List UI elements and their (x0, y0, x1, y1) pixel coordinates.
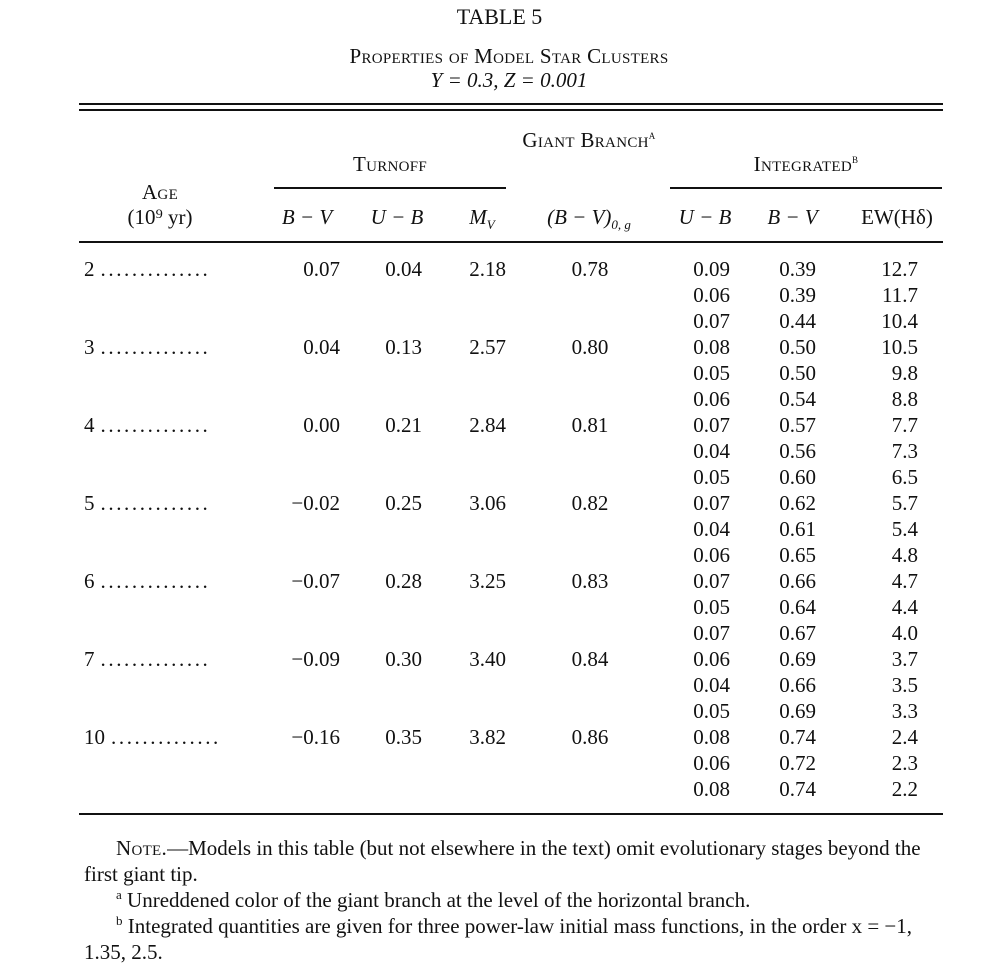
int-ub-cell: 0.04 (693, 517, 730, 541)
giant-bv-cell: 0.82 (571, 491, 609, 515)
int-bv-cell: 0.62 (779, 491, 816, 515)
int-ub-cell: 0.07 (693, 309, 730, 333)
giant-bv-cell: 0.83 (571, 569, 609, 593)
int-ub-cell: 0.07 (693, 569, 730, 593)
int-bv-cell: 0.65 (779, 543, 816, 567)
header-giant-branch: Giant Branch$^a$ (522, 127, 656, 152)
header-rule (79, 241, 943, 243)
int-ew-cell: 12.7 (881, 257, 918, 281)
turnoff-spanner-rule (274, 187, 506, 189)
int-ub-cell: 0.06 (693, 751, 730, 775)
turnoff-ub-cell: 0.04 (385, 257, 422, 281)
int-ub-cell: 0.05 (693, 465, 730, 489)
int-ub-cell: 0.06 (693, 387, 730, 411)
int-bv-cell: 0.44 (779, 309, 816, 333)
int-bv-cell: 0.39 (779, 257, 816, 281)
turnoff-bv-cell: 0.00 (303, 413, 340, 437)
int-ew-cell: 5.4 (891, 517, 918, 541)
leader-dots: .............. (100, 491, 211, 515)
int-ew-cell: 4.7 (891, 569, 918, 593)
table-number: TABLE 5 (456, 4, 543, 29)
turnoff-mv-cell: 3.06 (469, 491, 506, 515)
int-ub-cell: 0.04 (693, 673, 730, 697)
int-bv-cell: 0.60 (779, 465, 816, 489)
int-ub-cell: 0.04 (693, 439, 730, 463)
int-bv-cell: 0.69 (779, 647, 816, 671)
turnoff-bv-cell: 0.04 (303, 335, 340, 359)
footnote-a: $^a$ Unreddened color of the giant branch at the level of the horizontal branch. (116, 887, 751, 912)
age-cell (84, 256, 244, 282)
int-ew-cell: 10.5 (881, 335, 918, 359)
turnoff-bv-cell: 0.07 (303, 257, 340, 281)
int-ew-cell: 2.2 (891, 777, 918, 801)
turnoff-ub-cell: 0.30 (385, 647, 422, 671)
int-bv-cell: 0.39 (779, 283, 816, 307)
int-bv-cell: 0.74 (779, 725, 816, 749)
turnoff-bv-cell: −0.09 (291, 647, 340, 671)
table-note: Note.—Models in this table (but not elsewhere in the text) omit evolutionary stages beyond the first giant tip. (84, 836, 921, 886)
int-ew-cell: 11.7 (882, 283, 918, 307)
age-cell (84, 724, 244, 750)
col-turnoff-ub: U − B (370, 205, 424, 229)
int-ew-cell: 7.3 (891, 439, 918, 463)
int-ub-cell: 0.07 (693, 621, 730, 645)
turnoff-ub-cell: 0.35 (385, 725, 422, 749)
int-bv-cell: 0.50 (779, 335, 816, 359)
turnoff-mv-cell: 3.25 (469, 569, 506, 593)
header-integrated: Integrated$^b$ (753, 151, 859, 176)
int-bv-cell: 0.66 (779, 673, 816, 697)
int-bv-cell: 0.74 (779, 777, 816, 801)
header-age-unit: (10⁹ yr) (127, 205, 193, 229)
int-ub-cell: 0.09 (693, 257, 730, 281)
giant-bv-cell: 0.78 (571, 257, 609, 281)
int-bv-cell: 0.50 (779, 361, 816, 385)
turnoff-ub-cell: 0.21 (385, 413, 422, 437)
age-value: 10 (84, 725, 105, 749)
int-bv-cell: 0.69 (779, 699, 816, 723)
age-cell (84, 568, 244, 594)
col-int-ub: U − B (678, 205, 732, 229)
int-ub-cell: 0.06 (693, 543, 730, 567)
int-ub-cell: 0.05 (693, 361, 730, 385)
leader-dots: .............. (111, 725, 221, 749)
footnote-b: $^b$ Integrated quantities are given for three power-law initial mass functions, in the order x = −1, 1.35, 2.5. (84, 913, 913, 964)
turnoff-mv-cell: 2.84 (469, 413, 506, 437)
turnoff-bv-cell: −0.16 (291, 725, 340, 749)
giant-bv-cell: 0.80 (571, 335, 609, 359)
int-ub-cell: 0.08 (693, 725, 730, 749)
leader-dots: .............. (100, 569, 211, 593)
header-age: Age (141, 180, 179, 204)
age-value: 6 (84, 569, 95, 593)
int-ew-cell: 4.0 (891, 621, 918, 645)
int-ub-cell: 0.08 (693, 335, 730, 359)
leader-dots: .............. (100, 335, 211, 359)
turnoff-ub-cell: 0.13 (385, 335, 422, 359)
int-ew-cell: 4.8 (891, 543, 918, 567)
age-value: 4 (84, 413, 95, 437)
int-ub-cell: 0.06 (693, 647, 730, 671)
col-giant-bv: $(B - V)_{0, g}$ (547, 205, 631, 233)
int-bv-cell: 0.72 (779, 751, 816, 775)
turnoff-bv-cell: −0.07 (291, 569, 340, 593)
int-ew-cell: 8.8 (891, 387, 918, 411)
age-cell (84, 490, 244, 516)
int-bv-cell: 0.67 (779, 621, 816, 645)
table-params: Y = 0.3, Z = 0.001 (430, 68, 588, 92)
leader-dots: .............. (100, 647, 211, 671)
leader-dots: .............. (100, 413, 211, 437)
int-ew-cell: 3.7 (891, 647, 918, 671)
turnoff-ub-cell: 0.25 (385, 491, 422, 515)
table-title: Properties of Model Star Clusters (349, 44, 669, 68)
turnoff-mv-cell: 3.82 (469, 725, 506, 749)
giant-bv-cell: 0.86 (571, 725, 609, 749)
int-bv-cell: 0.64 (779, 595, 816, 619)
int-bv-cell: 0.57 (779, 413, 816, 437)
turnoff-bv-cell: −0.02 (291, 491, 340, 515)
int-ew-cell: 3.3 (891, 699, 918, 723)
col-turnoff-mv: $M_V$ (469, 205, 495, 233)
age-value: 2 (84, 257, 95, 281)
int-bv-cell: 0.66 (779, 569, 816, 593)
top-rule-1 (79, 103, 943, 105)
col-int-bv: B − V (767, 205, 818, 229)
turnoff-mv-cell: 2.57 (469, 335, 506, 359)
age-cell (84, 412, 244, 438)
header-turnoff: Turnoff (352, 152, 428, 176)
integrated-spanner-rule (670, 187, 942, 189)
int-bv-cell: 0.54 (779, 387, 816, 411)
int-ew-cell: 7.7 (891, 413, 918, 437)
turnoff-mv-cell: 3.40 (469, 647, 506, 671)
int-ub-cell: 0.05 (693, 699, 730, 723)
int-ew-cell: 6.5 (891, 465, 918, 489)
age-value: 5 (84, 491, 95, 515)
col-int-ew: EW(Hδ) (861, 205, 933, 229)
int-ub-cell: 0.06 (693, 283, 730, 307)
int-ew-cell: 10.4 (881, 309, 918, 333)
int-ew-cell: 5.7 (891, 491, 918, 515)
int-ub-cell: 0.08 (693, 777, 730, 801)
int-ew-cell: 9.8 (891, 361, 918, 385)
leader-dots: .............. (100, 257, 211, 281)
giant-bv-cell: 0.84 (571, 647, 609, 671)
age-cell (84, 646, 244, 672)
bottom-rule (79, 813, 943, 815)
col-turnoff-bv: B − V (281, 205, 333, 229)
int-ub-cell: 0.07 (693, 413, 730, 437)
age-cell (84, 334, 244, 360)
turnoff-mv-cell: 2.18 (469, 257, 506, 281)
turnoff-ub-cell: 0.28 (385, 569, 422, 593)
int-ub-cell: 0.05 (693, 595, 730, 619)
int-bv-cell: 0.56 (779, 439, 816, 463)
giant-bv-cell: 0.81 (571, 413, 609, 437)
int-bv-cell: 0.61 (779, 517, 816, 541)
int-ew-cell: 2.4 (891, 725, 918, 749)
int-ew-cell: 4.4 (891, 595, 918, 619)
age-value: 3 (84, 335, 95, 359)
int-ew-cell: 2.3 (891, 751, 918, 775)
top-rule-2 (79, 109, 943, 111)
int-ew-cell: 3.5 (891, 673, 918, 697)
age-value: 7 (84, 647, 95, 671)
int-ub-cell: 0.07 (693, 491, 730, 515)
